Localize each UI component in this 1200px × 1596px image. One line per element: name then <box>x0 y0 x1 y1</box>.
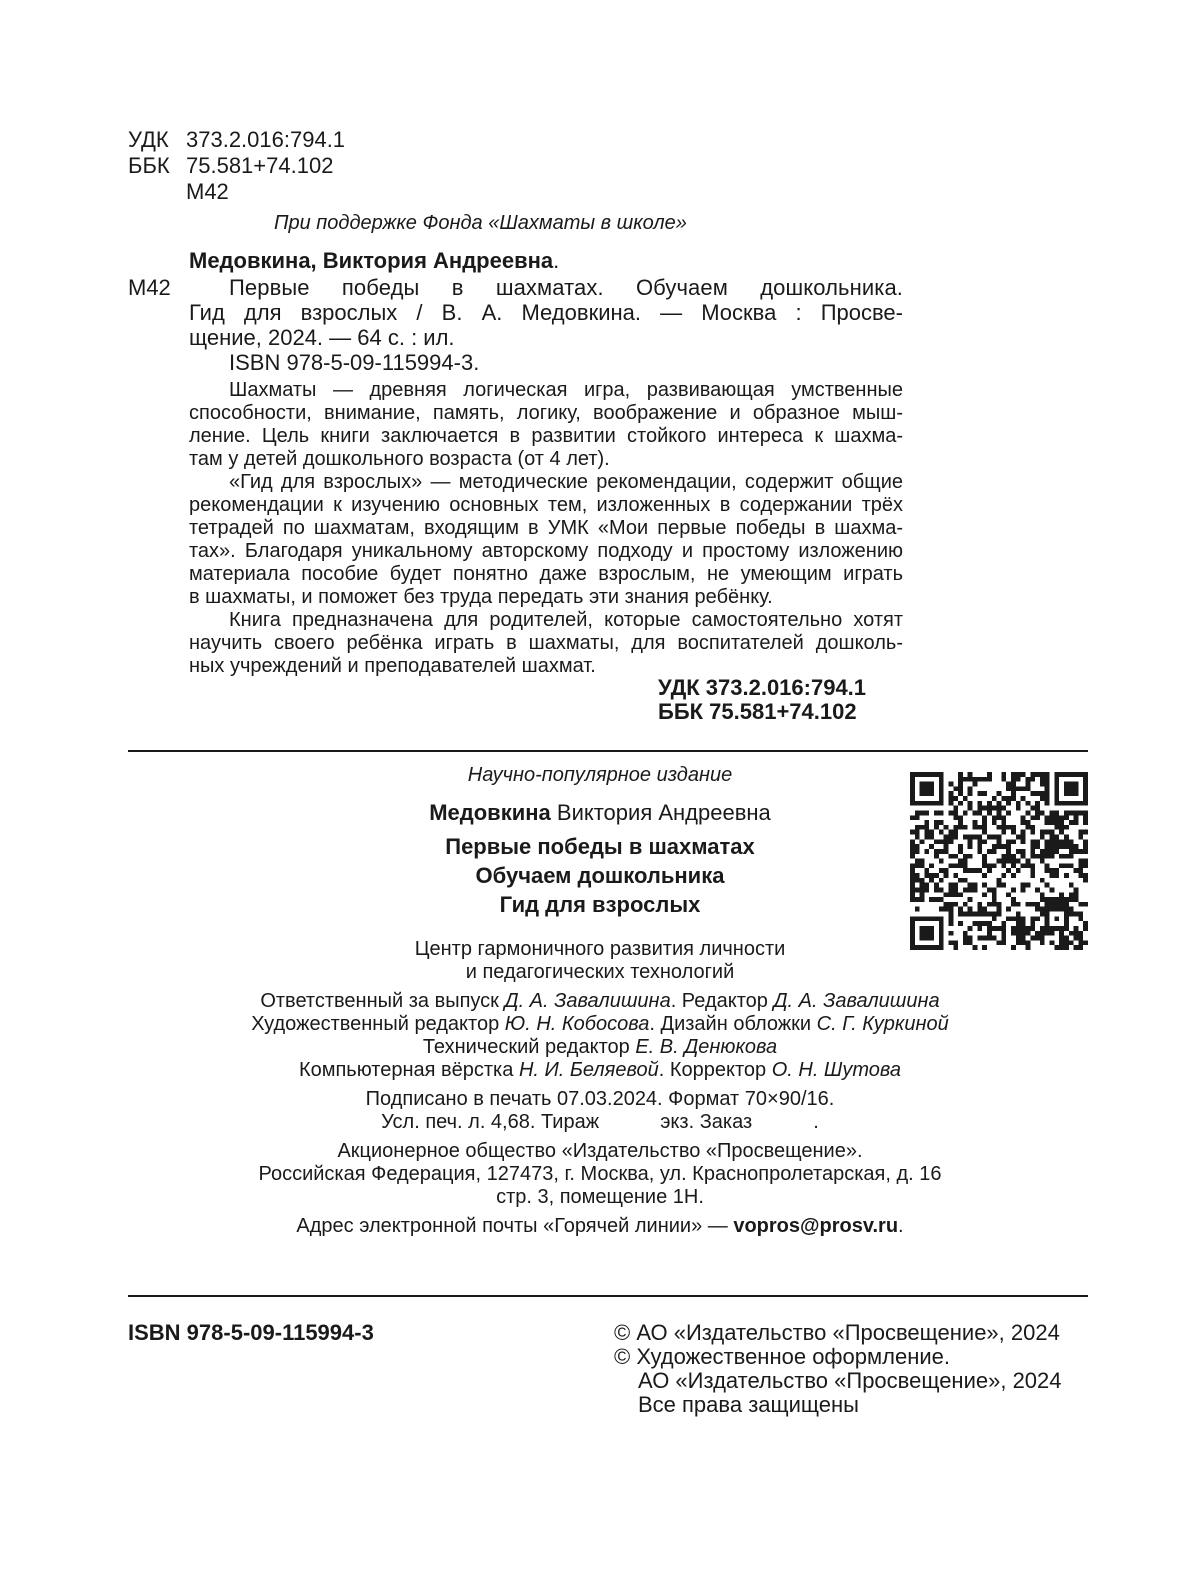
abstract-line: «Гид для взрослых» — методические рекомендации, содержит общие <box>229 471 903 493</box>
email-prefix: Адрес электронной почты «Горячей линии» — <box>296 1215 734 1237</box>
udk-value: 373.2.016:794.1 <box>186 127 346 152</box>
copyright-line: © Художественное оформление. <box>614 1344 950 1369</box>
imprint-author-name: Виктория Андреевна <box>550 800 771 825</box>
email-address[interactable]: vopros@prosv.ru <box>733 1215 899 1237</box>
record-title-line: щение, 2024. — 64 с. : ил. <box>189 325 455 350</box>
imprint-author-surname: Медовкина <box>429 800 551 825</box>
record-title-line: Первые победы в шахматах. Обучаем дошкольника. <box>229 275 903 300</box>
publisher-line: стр. 3, помещение 1Н. <box>496 1186 704 1208</box>
divider-bottom <box>128 1295 1088 1297</box>
bbk-value: 75.581+74.102 <box>186 153 334 178</box>
credit-label: Художественный редактор <box>251 1013 505 1035</box>
credit-label: . Корректор <box>658 1059 772 1081</box>
copyright-line: © АО «Издательство «Просвещение», 2024 <box>614 1320 1060 1345</box>
print-line: Усл. печ. л. 4,68. Тираж экз. Заказ . <box>381 1111 819 1133</box>
credit-name: Д. А. Завалишина <box>773 990 940 1012</box>
credit-name: Н. И. Беляевой <box>518 1059 659 1081</box>
credit-line <box>150 1059 1050 1082</box>
abstract-line: Книга предназначена для родителей, которые самостоятельно хотят <box>229 609 903 631</box>
footer-isbn: ISBN 978-5-09-115994-3 <box>128 1320 374 1345</box>
edition-type: Научно-популярное издание <box>467 764 733 786</box>
record-isbn: ISBN 978-5-09-115994-3. <box>229 350 480 375</box>
classification-bbk: ББК 75.581+74.102 <box>658 699 857 724</box>
imprint-title-line: Первые победы в шахматах <box>445 834 755 859</box>
record-mark: М42 <box>128 275 171 300</box>
credit-name: Д. А. Завалишина <box>504 990 671 1012</box>
imprint-author <box>330 800 870 826</box>
abstract-line: рекомендации к изучению основных тем, изложенных в содержании трёх <box>189 494 903 516</box>
abstract-line: способности, внимание, память, логику, воображение и образное мыш- <box>189 402 903 424</box>
record-title-line: Гид для взрослых / В. А. Медовкина. — Москва : Просве- <box>189 300 903 325</box>
credit-line <box>150 990 1050 1013</box>
record-author <box>189 248 559 274</box>
hotline-email <box>150 1215 1050 1238</box>
copyright-line: Все права защищены <box>638 1392 859 1417</box>
credit-label: Ответственный за выпуск <box>260 990 505 1012</box>
credit-line <box>150 1036 1050 1059</box>
credit-label: Компьютерная вёрстка <box>298 1059 519 1081</box>
divider-top <box>128 750 1088 752</box>
credit-label: Технический редактор <box>422 1036 636 1058</box>
credit-label: . Дизайн обложки <box>649 1013 817 1035</box>
copyright-line: АО «Издательство «Просвещение», 2024 <box>638 1368 1062 1393</box>
qr-code <box>910 772 1088 950</box>
abstract-line: материала пособие будет понятно даже взрослым, не умеющим играть <box>189 563 903 585</box>
udk-label: УДК <box>128 127 169 152</box>
abstract-line: ление. Цель книги заключается в развитии стойкого интереса к шахма- <box>189 425 903 447</box>
classification-udk: УДК 373.2.016:794.1 <box>658 675 867 700</box>
author-mark: М42 <box>186 179 229 204</box>
record-author-name: Медовкина, Виктория Андреевна <box>189 248 554 273</box>
publisher-line: Акционерное общество «Издательство «Просвещение». <box>337 1140 863 1162</box>
credit-name: Е. В. Денюкова <box>635 1036 778 1058</box>
abstract-line: научить своего ребёнка играть в шахматы, для воспитателей дошколь- <box>189 632 903 654</box>
abstract-line: тах». Благодаря уникальному авторскому подходу и простому изложению <box>189 540 903 562</box>
credit-label: . Редактор <box>670 990 774 1012</box>
support-line: При поддержке Фонда «Шахматы в школе» <box>274 212 687 234</box>
credit-line <box>150 1013 1050 1036</box>
publisher-line: Российская Федерация, 127473, г. Москва, ул. Краснопролетарская, д. 16 <box>258 1163 942 1185</box>
abstract-line: тетрадей по шахматам, входящим в УМК «Мои первые победы в шахма- <box>189 517 903 539</box>
credit-name: О. Н. Шутова <box>771 1059 902 1081</box>
bbk-label: ББК <box>128 153 170 178</box>
center-line: и педагогических технологий <box>465 961 735 983</box>
imprint-title-line: Обучаем дошкольника <box>475 863 725 888</box>
abstract-line: Шахматы — древняя логическая игра, развивающая умственные <box>229 379 903 401</box>
center-line: Центр гармоничного развития личности <box>414 938 786 960</box>
abstract-line: в шахматы, и поможет без труда передать эти знания ребёнку. <box>189 586 773 608</box>
abstract-line: ных учреждений и преподавателей шахмат. <box>189 655 596 677</box>
imprint-title-line: Гид для взрослых <box>499 892 701 917</box>
credit-name: С. Г. Куркиной <box>816 1013 949 1035</box>
record-author-dot: . <box>553 248 560 273</box>
credit-name: Ю. Н. Кобосова <box>504 1013 650 1035</box>
print-line: Подписано в печать 07.03.2024. Формат 70×90/16. <box>365 1088 835 1110</box>
email-suffix: . <box>898 1215 904 1237</box>
abstract-line: там у детей дошкольного возраста (от 4 лет). <box>189 448 610 470</box>
